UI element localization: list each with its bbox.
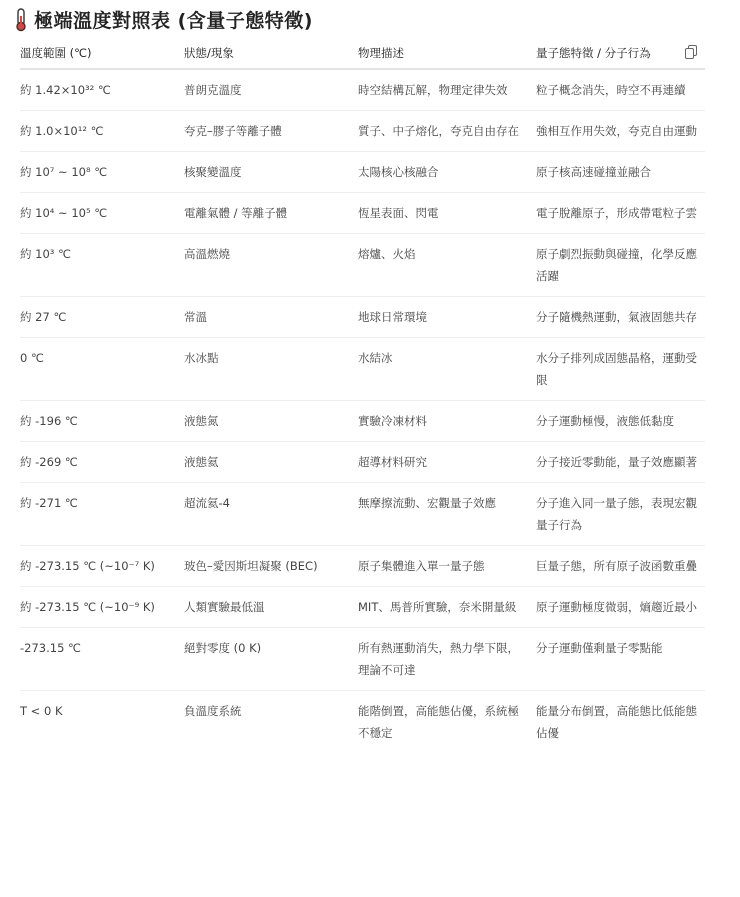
table-row (20, 69, 705, 111)
table-row (20, 587, 705, 628)
header-quantum-label: 量子態特徵 / 分子行為 (536, 46, 651, 60)
cell-quantum: 電子脫離原子，形成帶電粒子雲 (536, 193, 705, 234)
table-row (20, 691, 705, 754)
cell-temperature: 約 10³ ℃ (20, 234, 184, 297)
table-row (20, 483, 705, 546)
table-row (20, 338, 705, 401)
cell-physics: 超導材料研究 (358, 442, 536, 483)
cell-physics: MIT、馬普所實驗，奈米開量級 (358, 587, 536, 628)
cell-state: 人類實驗最低溫 (184, 587, 358, 628)
cell-temperature: -273.15 ℃ (20, 628, 184, 691)
cell-physics: 能階倒置，高能態佔優，系統極不穩定 (358, 704, 519, 740)
cell-temperature: 約 -271 ℃ (20, 483, 184, 546)
cell-state: 玻色–愛因斯坦凝聚 (BEC) (184, 546, 358, 587)
table-row (20, 401, 705, 442)
cell-physics: 無摩擦流動、宏觀量子效應 (358, 483, 536, 546)
cell-state: 超流氦-4 (184, 483, 358, 546)
cell-quantum: 分子接近零動能，量子效應顯著 (536, 442, 705, 483)
table-row (20, 111, 705, 152)
title-text: 極端溫度對照表 (含量子態特徵) (34, 10, 313, 32)
cell-quantum: 強相互作用失效，夸克自由運動 (536, 111, 705, 152)
cell-quantum: 粒子概念消失，時空不再連續 (536, 69, 705, 111)
temperature-table (20, 38, 705, 753)
table-row (20, 297, 705, 338)
table-row (20, 442, 705, 483)
cell-quantum: 分子運動僅剩量子零點能 (536, 628, 705, 691)
cell-temperature: 約 10⁷ ~ 10⁸ ℃ (20, 152, 184, 193)
cell-state: 普朗克溫度 (184, 69, 358, 111)
cell-temperature: 約 -196 ℃ (20, 401, 184, 442)
table-row (20, 628, 705, 691)
table-header-row (20, 38, 705, 69)
cell-temperature: 約 -269 ℃ (20, 442, 184, 483)
cell-temperature: 約 10⁴ ~ 10⁵ ℃ (20, 193, 184, 234)
cell-temperature: 約 -273.15 ℃ (~10⁻⁹ K) (20, 587, 184, 628)
cell-physics: 水結冰 (358, 338, 536, 401)
cell-temperature: 約 -273.15 ℃ (~10⁻⁷ K) (20, 546, 184, 587)
cell-temperature: 0 ℃ (20, 338, 184, 401)
cell-state: 核聚變溫度 (184, 152, 358, 193)
cell-quantum: 原子核高速碰撞並融合 (536, 152, 705, 193)
cell-physics: 恆星表面、閃電 (358, 193, 536, 234)
table-row (20, 546, 705, 587)
cell-temperature: 約 1.0×10¹² ℃ (20, 111, 184, 152)
cell-state: 常溫 (184, 297, 358, 338)
cell-state: 高溫燃燒 (184, 234, 358, 297)
cell-quantum: 原子劇烈振動與碰撞，化學反應活躍 (536, 234, 705, 297)
table-row (20, 234, 705, 297)
cell-quantum: 原子運動極度微弱，熵趨近最小 (536, 587, 705, 628)
cell-physics: 太陽核心核融合 (358, 152, 536, 193)
cell-temperature: 約 1.42×10³² ℃ (20, 69, 184, 111)
cell-quantum: 分子隨機熱運動，氣液固態共存 (536, 297, 705, 338)
cell-quantum: 分子運動極慢，液態低黏度 (536, 401, 705, 442)
cell-temperature: 約 27 ℃ (20, 297, 184, 338)
page-title (14, 6, 313, 33)
cell-physics: 實驗冷凍材料 (358, 401, 536, 442)
thermometer-icon (14, 8, 28, 32)
cell-physics: 時空結構瓦解，物理定律失效 (358, 69, 536, 111)
table-row (20, 152, 705, 193)
cell-state: 負溫度系統 (184, 704, 242, 718)
cell-quantum: 巨量子態，所有原子波函數重疊 (536, 546, 705, 587)
header-state: 狀態/現象 (184, 38, 358, 69)
cell-physics: 熔爐、火焰 (358, 234, 536, 297)
cell-physics: 原子集體進入單一量子態 (358, 546, 536, 587)
header-physics: 物理描述 (358, 38, 536, 69)
cell-physics: 地球日常環境 (358, 297, 536, 338)
cell-state: 夸克–膠子等離子體 (184, 111, 358, 152)
cell-quantum: 分子進入同一量子態，表現宏觀量子行為 (536, 483, 705, 546)
cell-state: 絕對零度 (0 K) (184, 628, 358, 691)
cell-temperature: T < 0 K (20, 704, 63, 718)
cell-physics: 質子、中子熔化，夸克自由存在 (358, 111, 536, 152)
header-temperature: 溫度範圍 (℃) (20, 38, 184, 69)
table-row (20, 193, 705, 234)
copy-icon[interactable] (685, 45, 697, 59)
cell-quantum: 能量分布倒置，高能態比低能態佔優 (536, 704, 697, 740)
cell-state: 水冰點 (184, 338, 358, 401)
cell-state: 液態氦 (184, 442, 358, 483)
header-quantum (536, 38, 705, 69)
cell-physics: 所有熱運動消失，熱力學下限，理論不可達 (358, 628, 536, 691)
cell-quantum: 水分子排列成固態晶格，運動受限 (536, 338, 705, 401)
cell-state: 電離氣體 / 等離子體 (184, 193, 358, 234)
cell-state: 液態氮 (184, 401, 358, 442)
